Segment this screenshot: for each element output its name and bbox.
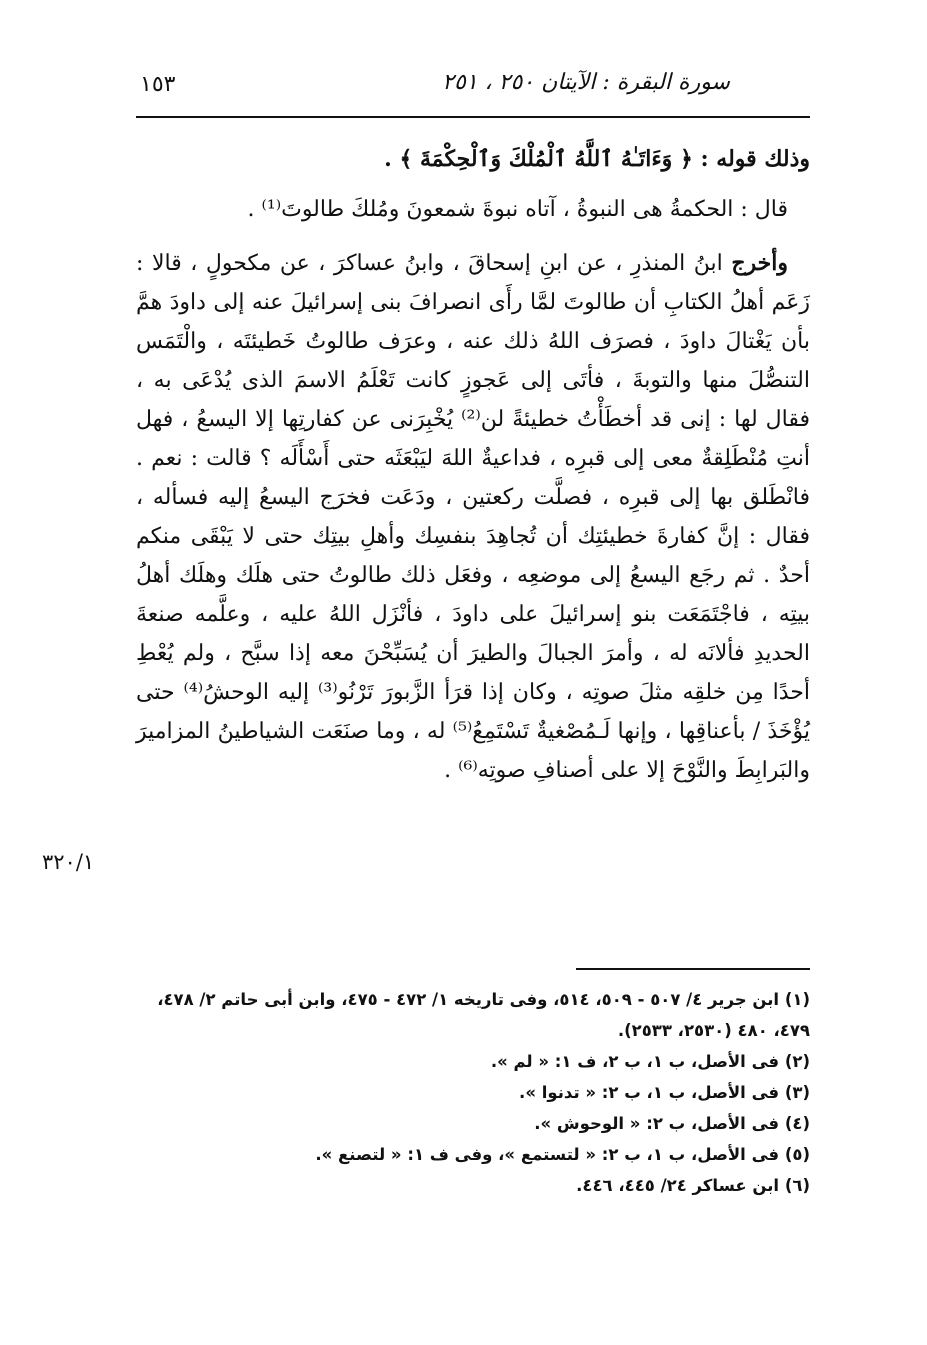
main-text <box>136 140 810 790</box>
footnote-item: (٤) فى الأصل، ب ٢: « الوحوش ». <box>534 1114 810 1133</box>
footnote-item: (٥) فى الأصل، ب ١، ب ٢: « لتستمع »، وفى ف ١: « لتصنع ». <box>315 1145 810 1164</box>
commentary-line: قال : الحكمةُ هى النبوةُ ، آتاه نبوةَ شمعونَ ومُلكَ طالوتَ⁽¹⁾ . <box>247 197 788 222</box>
verse-line: وذلك قوله : ﴿ وَءَاتَـٰهُ ٱللَّهُ ٱلْمُلْكَ وَٱلْحِكْمَةَ ﴾ . <box>384 146 810 172</box>
footnote-item: (٣) فى الأصل، ب ١، ب ٢: « تدنوا ». <box>519 1083 810 1102</box>
paragraph-text: ابنُ المنذرِ ، عن ابنِ إسحاقَ ، وابنُ عساكرَ ، عن مكحولٍ ، قالا : زَعَم أهلُ الكتابِ أن طالوتَ لمَّا رأَى انصرافَ بنى إسرائيلَ عنه إلى داودَ همَّ بأن يَغْتالَ داودَ ، فصرَف اللهُ ذلك عنه ، وعرَف طالوتُ خَطيئتَه ، والْتَمَس التنصُّلَ منها والتوبةَ ، فأتَى إلى عَجوزٍ كانت تَعْلَمُ الاسمَ الذى يُدْعَى به ، فقال لها : إنى قد أخطَأْتُ خطيئةً لن⁽²⁾ يُخْبِرَنى عن كفارتِها إلا اليسعُ ، فهل أنتِ مُنْطَلِقةٌ معى إلى قبرِه ، فداعيةٌ اللهَ ليَبْعَثَه حتى أَسْأَلَه ؟ قالت : نعم . فانْطَلق بها إلى قبرِه ، فصلَّت ركعتين ، ودَعَت فخرَج اليسعُ إليه فسأله ، فقال : إنَّ كفارةَ خطيئتِك أن تُجاهِدَ بنفسِك وأهلِ بيتِك حتى لا يَبْقَى منكم أحدٌ . ثم رجَع اليسعُ إلى موضعِه ، وفعَل ذلك طالوتُ حتى هلَك وهلَك أهلُ بيتِه ، فاجْتَمَعَت بنو إسرائيلَ على داودَ ، فأنْزَل اللهُ عليه ، وعلَّمه صنعةَ الحديدِ فألانَه له ، وأمرَ الجبالَ والطيرَ أن يُسَبِّحْنَ معه إذا سبَّح ، ولم يُعْطِ أحدًا مِن خلقِه مثلَ صوتِه ، وكان إذا قرَأ الزَّبورَ تَرْنُو⁽³⁾ إليه الوحشُ⁽⁴⁾ حتى يُؤْخَذَ / بأعناقِها ، وإنها لَـمُصْغيةٌ تَسْتَمِعُ⁽⁵⁾ له ، وما صنَعَت الشياطينُ المزاميرَ والبَرابِطَ والنَّوْحَ إلا على أصنافِ صوتِه⁽⁶⁾ . <box>136 251 811 783</box>
footnote-item: (٢) فى الأصل، ب ١، ب ٢، ف ١: « لم ». <box>490 1052 810 1071</box>
page-header <box>136 66 810 110</box>
footnote-item: (٦) ابن عساكر ٢٤/ ٤٤٥، ٤٤٦. <box>576 1176 810 1195</box>
header-rule <box>136 116 810 118</box>
footnote-rule <box>576 968 810 970</box>
footnote-item: (١) ابن جرير ٤/ ٥٠٧ - ٥٠٩، ٥١٤، وفى تاريخه ١/ ٤٧٢ - ٤٧٥، وابن أبى حاتم ٢/ ٤٧٨، ٤٧٩، ٤٨٠ (٢٥٣٠، ٢٥٣٣). <box>157 990 810 1040</box>
page-number: ١٥٣ <box>140 72 176 97</box>
narration-paragraph <box>136 244 810 790</box>
paragraph-lead-word: وأخرج <box>731 250 788 276</box>
margin-volume-reference: ٣٢٠/١ <box>42 850 95 874</box>
running-title: سورة البقرة : الآيتان ٢٥٠ ، ٢٥١ <box>442 70 730 95</box>
footnotes <box>136 984 810 1201</box>
